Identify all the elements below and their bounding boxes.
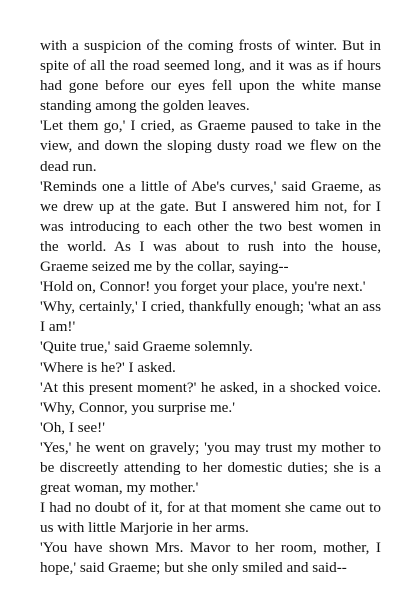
paragraph: 'Hold on, Connor! you forget your place, you're next.' [40,278,366,296]
paragraph: 'Why, certainly,' I cried, thankfully enough; 'what an ass I am!' [40,298,381,336]
paragraph: with a suspicion of the coming frosts of winter. But in spite of all the road seemed long, and it was as if hours had gone before our eyes fell upon the white manse standing among the golden leaves. [40,37,381,115]
paragraph: 'At this present moment?' he asked, in a shocked voice. 'Why, Connor, you surprise me.' [40,378,381,416]
paragraph: 'Quite true,' said Graeme solemnly. [40,338,253,356]
paragraph: 'Reminds one a little of Abe's curves,' said Graeme, as we drew up at the gate. But I answered him not, for I was introducing to each other the two best women in the world. As I was about to rush into the house, Graeme seized me by the collar, saying-- [40,177,381,276]
paragraph: I had no doubt of it, for at that moment she came out to us with little Marjorie in her arms. [40,499,381,537]
paragraph: 'Where is he?' I asked. [40,358,176,376]
book-page-text [40,36,381,579]
paragraph: 'Let them go,' I cried, as Graeme paused to take in the view, and down the sloping dusty road we flew on the dead run. [40,117,381,175]
paragraph: 'Oh, I see!' [40,418,105,436]
paragraph: 'You have shown Mrs. Mavor to her room, mother, I hope,' said Graeme; but she only smiled and said-- [40,539,381,577]
paragraph: 'Yes,' he went on gravely; 'you may trust my mother to be discreetly attending to her domestic duties; she is a great woman, my mother.' [40,438,381,497]
